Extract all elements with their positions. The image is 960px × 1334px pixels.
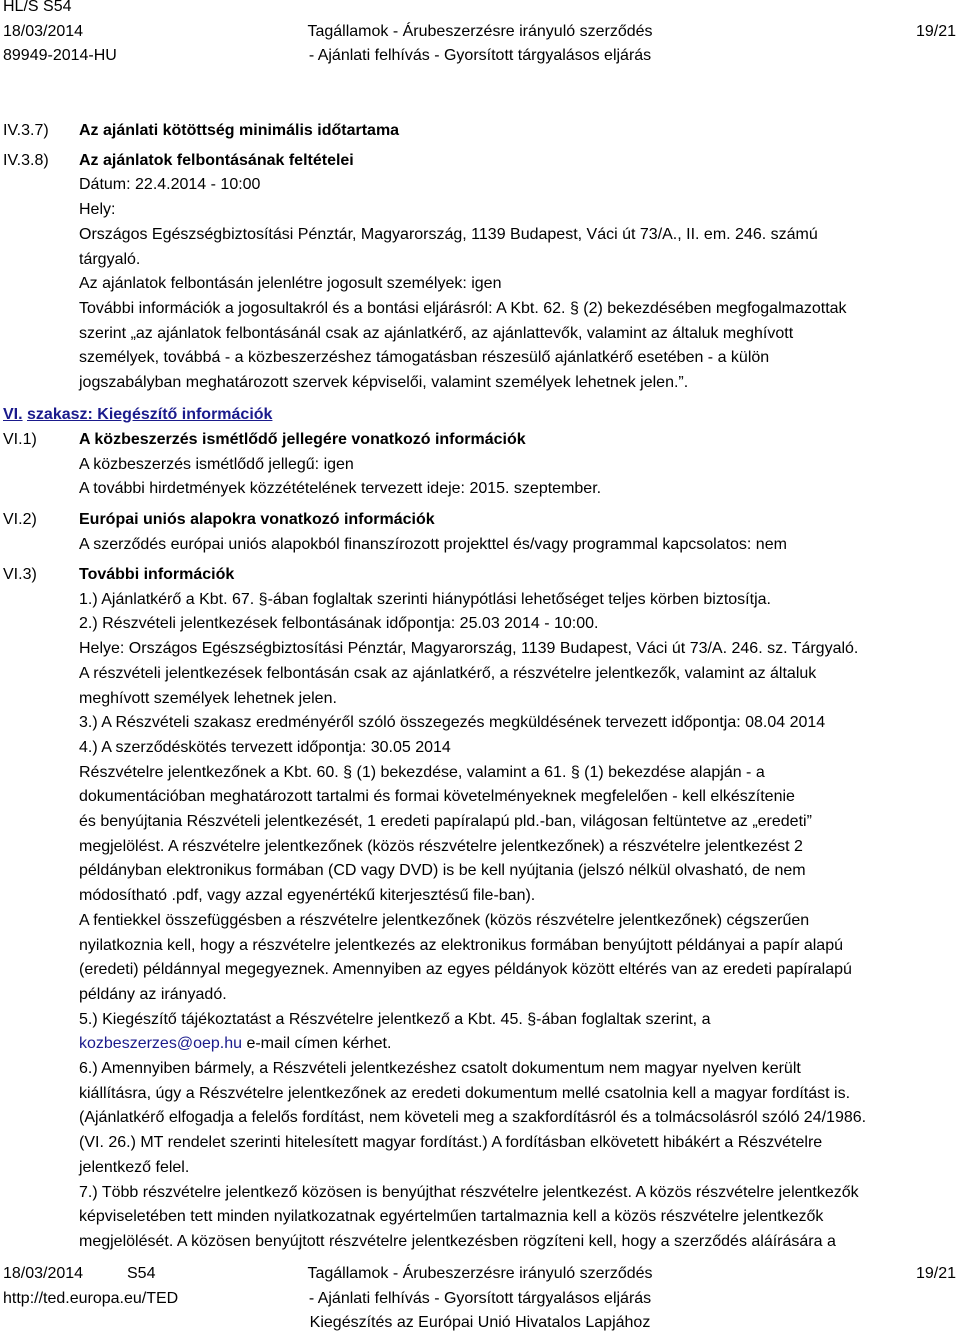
text-line: Helye: Országos Egészségbiztosítási Pénztár, Magyarország, 1139 Budapest, Váci út 73/A. 246. sz. Tárgyaló.	[79, 640, 859, 658]
text-line: (VI. 26.) MT rendelet szerinti hitelesített magyar fordítást.) A fordításban elkövetett hibákért a Részvételre	[79, 1134, 823, 1152]
text-line: meghívott személyek lehetnek jelen.	[79, 689, 337, 707]
text-line: (Ajánlatkérő elfogadja a felelős fordítást, nem követeli meg a szakfordításról és a tolmácsolásról szóló 24/1986.	[79, 1109, 867, 1127]
section-heading: Európai uniós alapokra vonatkozó információk	[79, 511, 435, 528]
section-heading: Az ajánlatok felbontásának feltételei	[79, 151, 354, 169]
text-line: A szerződés európai uniós alapokból finanszírozott projekttel és/vagy programmal kapcsolatos: nem	[79, 535, 787, 553]
text-line: példányban elektronikus formában (CD vagy DVD) is be kell nyújtania (jelszó nélkül olvasható, de nem	[79, 862, 806, 880]
section-number: VI.3)	[3, 566, 37, 583]
text-line: Az ajánlatok felbontásán jelenlétre jogosult személyek: igen	[79, 275, 502, 293]
email-line	[79, 1032, 934, 1057]
text-line: és benyújtania Részvételi jelentkezését, 1 eredeti papíralapú pld.-ban, világosan feltüntetve az „eredeti”	[79, 813, 812, 831]
email-link[interactable]: kozbeszerzes@oep.hu	[79, 1035, 242, 1053]
header-title-1: Tagállamok - Árubeszerzésre irányuló szerződés	[307, 23, 653, 40]
header-ref: 89949-2014-HU	[3, 47, 117, 64]
footer-title-1: Tagállamok - Árubeszerzésre irányuló szerződés	[307, 1265, 653, 1282]
footer-code: S54	[127, 1265, 156, 1282]
section-vi-prefix: VI.	[3, 406, 23, 423]
header-page: 19/21	[915, 23, 956, 40]
footer-title-3: Kiegészítés az Európai Unió Hivatalos Lapjához	[309, 1314, 651, 1331]
text-line: (eredeti) példánnyal megegyeznek. Amennyiben az egyes példányok között eltérés van az eredeti papíralapú	[79, 961, 852, 979]
section-iv-3-block	[79, 119, 934, 396]
text-line: A fentiekkel összefüggésben a részvételre jelentkezőnek (közös részvételre jelentkezőnek) cégszerűen	[79, 911, 810, 929]
text-line: dokumentációban meghatározott tartalmi és formai követelményeknek megfelelően - kell elkészítenie	[79, 788, 795, 806]
text-line: 3.) A Részvételi szakasz eredményéről szóló összegezés megküldésének tervezett időpontja: 08.04 2014	[79, 714, 826, 732]
section-heading: További információk	[79, 566, 235, 583]
section-vi-2-block	[79, 508, 934, 557]
text-line: megjelölését. A közösen benyújtott részvételre jelentkezésben rögzíteni kell, hogy a szerződés aláírására a	[79, 1232, 836, 1250]
email-suffix: e-mail címen kérhet.	[242, 1035, 392, 1053]
text-line: szerint „az ajánlatok felbontásánál csak az ajánlatkérő, az ajánlattevők, valamint az általuk meghívott	[79, 324, 794, 342]
section-number: IV.3.7)	[3, 122, 49, 139]
section-vi-heading	[3, 405, 272, 425]
section-heading: Az ajánlati kötöttség minimális időtartama	[79, 122, 400, 139]
footer-date: 18/03/2014	[3, 1265, 84, 1282]
text-line: példány az irányadó.	[79, 985, 227, 1003]
section-heading: A közbeszerzés ismétlődő jellegére vonatkozó információk	[79, 431, 526, 448]
text-line: Hely:	[79, 201, 116, 219]
header-title-2: - Ajánlati felhívás - Gyorsított tárgyalásos eljárás	[308, 47, 652, 64]
section-vi-title: szakasz: Kiegészítő információk	[27, 406, 273, 423]
footer-title-2: - Ajánlati felhívás - Gyorsított tárgyalásos eljárás	[308, 1290, 652, 1307]
text-line: 5.) Kiegészítő tájékoztatást a Részvételre jelentkező a Kbt. 45. §-ában foglaltak szerint, a	[79, 1010, 711, 1028]
text-line: megjelölést. A részvételre jelentkezőnek (közös részvételre jelentkezőnek) a részvételre jelentkezést 2	[79, 837, 803, 855]
section-number: VI.1)	[3, 431, 37, 448]
text-line: További információk a jogosultakról és a bontási eljárásról: A Kbt. 62. § (2) bekezdésében megfogalmazottak	[79, 299, 847, 317]
text-line: A közbeszerzés ismétlődő jellegű: igen	[79, 455, 354, 473]
text-line: jelentkező felel.	[79, 1158, 190, 1176]
header-date: 18/03/2014	[3, 23, 84, 40]
text-line: A részvételi jelentkezések felbontásán csak az ajánlatkérő, a részvételre jelentkezők, valamint az általuk	[79, 664, 817, 682]
text-line: módosítható .pdf, vagy azzal egyenértékű kiterjesztésű file-ban).	[79, 887, 536, 905]
text-line: Részvételre jelentkezőnek a Kbt. 60. § (1) bekezdése, valamint a 61. § (1) bekezdése alapján - a	[79, 763, 765, 781]
section-vi-1-block	[79, 428, 934, 502]
text-line: 1.) Ajánlatkérő a Kbt. 67. §-ában foglaltak szerinti hiánypótlási lehetőséget teljes körben biztosítja.	[79, 590, 771, 608]
footer-url[interactable]: http://ted.europa.eu/TED	[3, 1290, 179, 1307]
text-line: 6.) Amennyiben bármely, a Részvételi jelentkezéshez csatolt dokumentum nem magyar nyelven került	[79, 1060, 801, 1078]
text-line: nyilatkoznia kell, hogy a részvételre jelentkezés az elektronikus formában benyújtott példányai a papír alapú	[79, 936, 843, 954]
text-line: személyek, továbbá - a közbeszerzéshez támogatásban részesülő ajánlatkérő esetében - a külön	[79, 349, 770, 367]
text-line: 7.) Több részvételre jelentkező közösen is benyújthat részvételre jelentkezést. A közös részvételre jelentkezők	[79, 1183, 859, 1201]
text-line: 4.) A szerződéskötés tervezett időpontja: 30.05 2014	[79, 738, 451, 756]
header-code: HL/S S54	[3, 0, 72, 15]
footer-page: 19/21	[915, 1265, 956, 1282]
text-line: Országos Egészségbiztosítási Pénztár, Magyarország, 1139 Budapest, Váci út 73/A., II. em. 246. számú	[79, 225, 818, 243]
text-line: kiállításra, úgy a Részvételre jelentkezőnek az eredeti dokumentum mellé csatolnia kell a magyar fordítást is.	[79, 1084, 851, 1102]
section-vi-3-block	[79, 563, 934, 1255]
text-line: képviseletében tett minden nyilatkozatnak egyértelműen tartalmaznia kell a közös részvételre jelentkezők	[79, 1208, 824, 1226]
section-number: VI.2)	[3, 511, 37, 528]
text-line: tárgyaló.	[79, 250, 141, 268]
text-line: 2.) Részvételi jelentkezések felbontásának időpontja: 25.03 2014 - 10:00.	[79, 615, 599, 633]
text-line: jogszabályban meghatározott szervek képviselői, valamint személyek lehetnek jelen.”.	[79, 374, 689, 392]
text-line: A további hirdetmények közzétételének tervezett ideje: 2015. szeptember.	[79, 480, 602, 498]
section-number: IV.3.8)	[3, 152, 49, 169]
text-line: Dátum: 22.4.2014 - 10:00	[79, 176, 261, 194]
